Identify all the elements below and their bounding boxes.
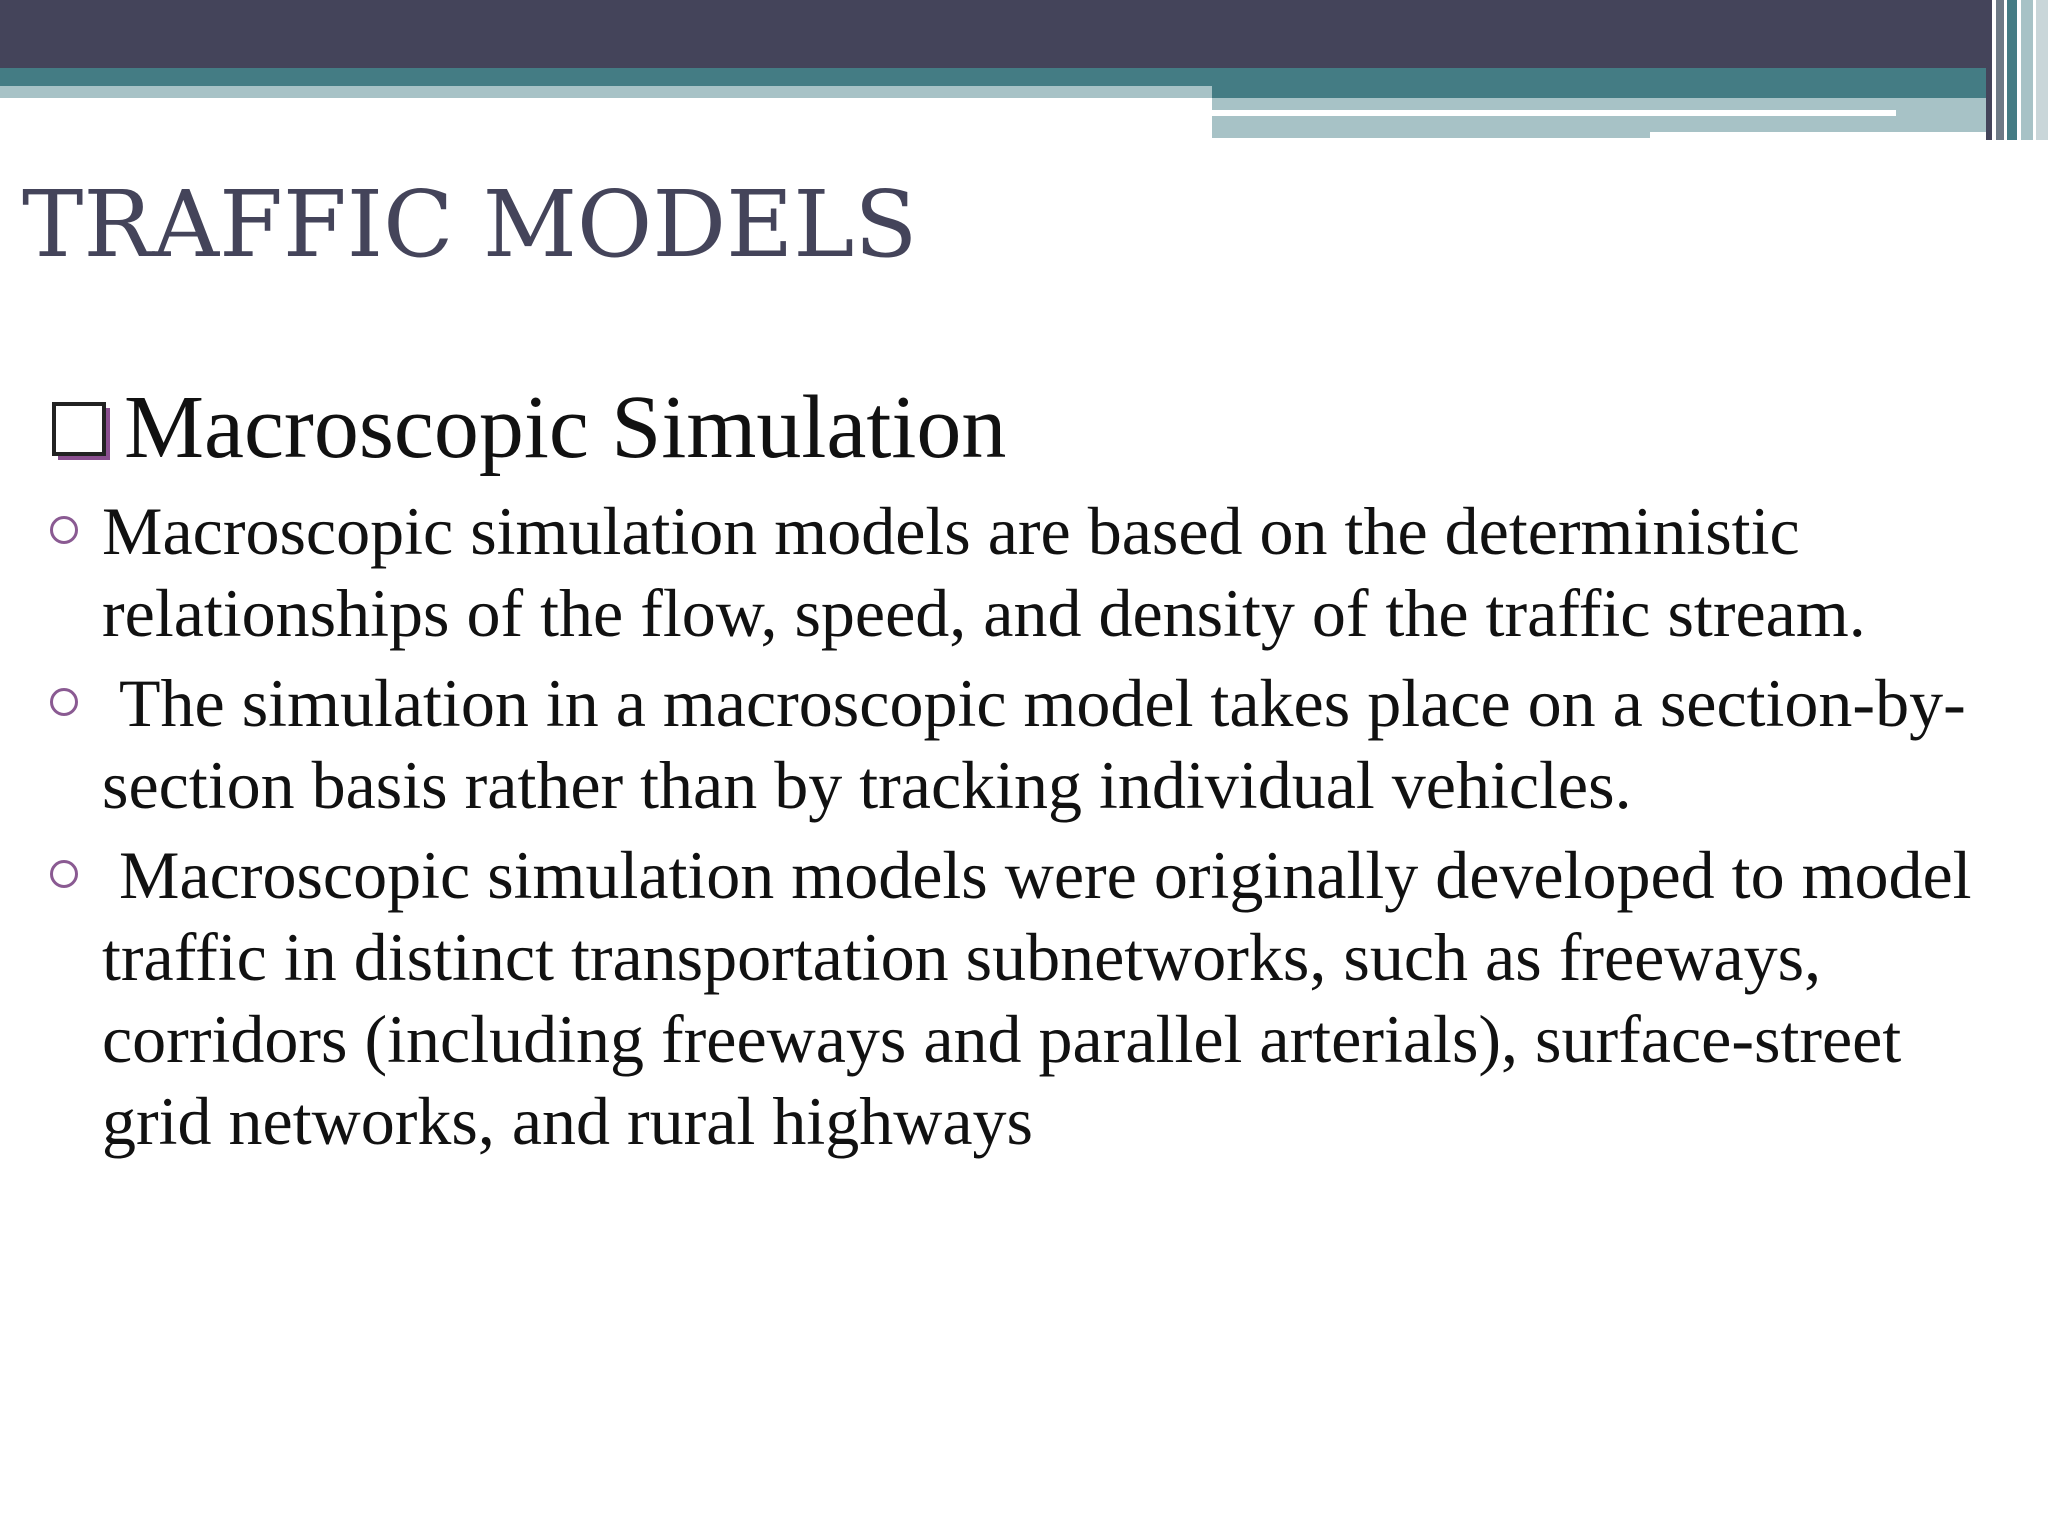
circle-bullet-icon: [50, 516, 78, 544]
checkbox-icon: [52, 402, 110, 460]
bullet-text: Macroscopic simulation models are based on the deterministic relationships of the flow, speed, and density of the traffic stream.: [102, 493, 1866, 651]
header-band-dark: [0, 0, 2048, 68]
circle-bullet-icon: [50, 860, 78, 888]
header-stripes: [1986, 0, 2048, 140]
bullet-item: [0, 490, 2048, 654]
circle-bullet-icon: [50, 688, 78, 716]
section-heading-text: Macroscopic Simulation: [124, 378, 1007, 477]
bullet-list: [0, 490, 2048, 1170]
bullet-text: The simulation in a macroscopic model takes place on a section-by-section basis rather than by tracking individual vehicles.: [102, 665, 1966, 823]
bullet-item: [0, 662, 2048, 826]
section-heading: [52, 378, 1006, 478]
slide-title: TRAFFIC MODELS: [22, 171, 918, 278]
bullet-item: [0, 834, 2048, 1162]
header-band-teal-right: [1212, 68, 2048, 98]
header-accent-line: [1212, 110, 1896, 116]
header-band-light-left: [0, 86, 1212, 98]
header-band-teal-left: [0, 68, 1212, 86]
bullet-text: Macroscopic simulation models were originally developed to model traffic in distinct transportation subnetworks, such as freeways, corridors (including freeways and parallel arterials), surface-street grid networks, and rural highways: [102, 837, 1989, 1159]
